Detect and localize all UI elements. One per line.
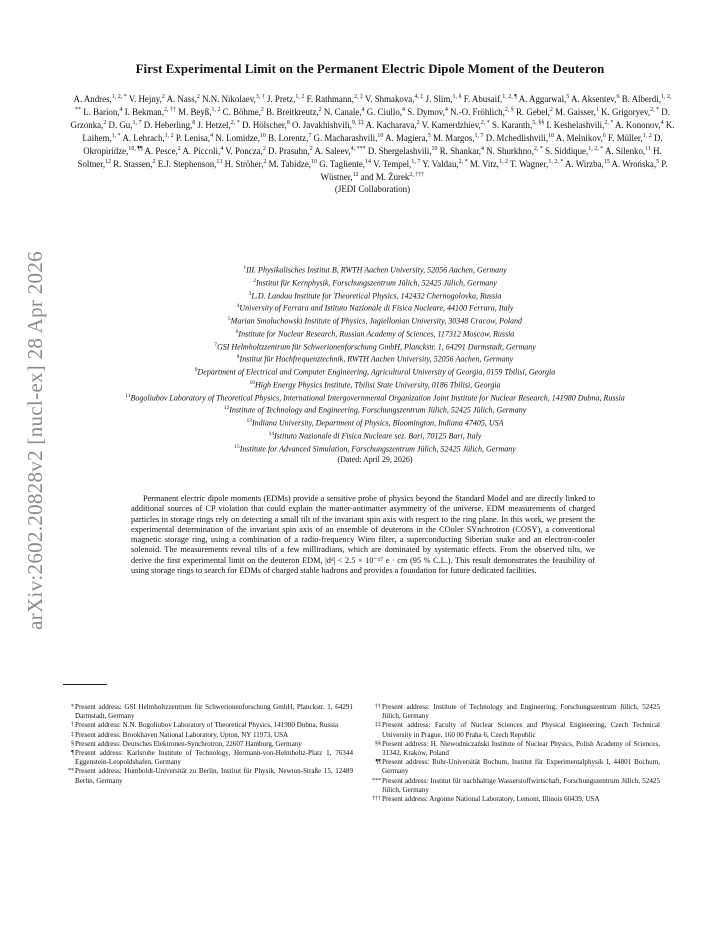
author-name: S. Siddique,: [542, 146, 589, 157]
dated-line: (Dated: April 29, 2026): [337, 455, 413, 465]
affiliation-item: [80, 429, 670, 442]
affiliation-text: Institute of Technology and Engineering, Forschungszentrum Jülich, 52425 Jülich, Germany: [229, 405, 527, 415]
author-name: J. Hetzel,: [195, 120, 231, 131]
affiliation-item: [80, 276, 670, 289]
affiliation-item: [80, 289, 670, 302]
author-affiliation-marks: 9, ‡‡: [351, 120, 364, 127]
footnote-mark: †††: [372, 796, 381, 803]
footnote-text: Present address: Institute of Technology and Engineering, Forschungszentrum Jülich, 52425 Jülich, Germany: [382, 703, 660, 721]
author-name: B. Alberdi,: [619, 93, 661, 104]
author-name: A. Lehrach,: [120, 133, 165, 144]
author-name: A. Andres,: [73, 93, 112, 104]
author-affiliation-marks: 2, *: [533, 146, 543, 153]
footnote: [370, 703, 660, 721]
footnote: [370, 721, 660, 739]
author-affiliation-marks: 1, 7: [132, 120, 142, 127]
affiliation-number: 4: [236, 303, 240, 310]
author-name: A. Wrońska,: [609, 159, 657, 170]
affiliation-number: 9: [194, 367, 198, 373]
author-affiliation-marks: 4: [402, 107, 406, 114]
affiliation-list: [80, 263, 670, 465]
affiliation-number: 13: [246, 418, 252, 424]
author-name: B. Breitkreutz,: [263, 107, 319, 118]
author-name: A. Nass,: [164, 93, 197, 104]
author-affiliation-marks: 2: [260, 107, 264, 114]
author-affiliation-marks: 10: [548, 133, 555, 140]
author-name: P. Wüstner,: [320, 159, 668, 183]
author-affiliation-marks: 2, ‡: [353, 94, 363, 100]
affiliation-text: L.D. Landau Institute for Theoretical Physics, 142432 Chernogolovka, Russia: [251, 291, 502, 301]
author-name: M. Gaisser,: [552, 107, 596, 118]
author-name: M. Vitz,: [467, 159, 499, 170]
footnotes-right-column: [370, 703, 660, 804]
author-name: Y. Valdau,: [420, 159, 459, 170]
author-name: C. Böhme,: [220, 107, 261, 118]
author-affiliation-marks: 15: [603, 159, 610, 166]
author-name: E.J. Stephenson,: [155, 159, 217, 170]
footnote-mark: §§: [375, 740, 381, 747]
collaboration-name: (JEDI Collaboration): [334, 184, 411, 195]
affiliation-item: [80, 378, 670, 391]
arxiv-identifier: arXiv:2602.20828v2 [nucl-ex] 28 Apr 2026: [22, 250, 47, 630]
author-affiliation-marks: 1, 2, ¶: [502, 94, 517, 100]
author-affiliation-marks: 4: [119, 107, 123, 114]
author-name: I. Bekman,: [122, 107, 164, 118]
author-name: N.N. Nikolaev,: [199, 93, 256, 104]
author-affiliation-marks: 1, §: [452, 94, 462, 100]
footnote-text: Present address: Faculty of Nuclear Sciences and Physical Engineering, Czech Technical University in Prague, 160 00 Praha 6, Czech Republic: [382, 721, 660, 739]
affiliation-text: University of Ferrara and Istituto Nazionale di Fisica Nucleare, 44100 Ferrara, Italy: [239, 303, 514, 313]
author-list: [70, 92, 675, 196]
affiliation-text: Department of Electrical and Computer Engineering, Agricultural University of Georgia, 0159 Tbilisi, Georgia: [197, 367, 556, 377]
footnote-mark: ¶¶: [375, 759, 381, 766]
affiliation-item: [80, 327, 670, 340]
author-affiliation-marks: 10: [311, 159, 317, 166]
footnote: [63, 749, 353, 767]
author-name: N. Lomidze,: [213, 133, 260, 144]
affiliation-item: [80, 301, 670, 314]
author-affiliation-marks: 1, 2, *: [111, 94, 127, 100]
affiliation-number: 6: [235, 328, 239, 335]
author-affiliation-marks: 13: [216, 159, 223, 166]
affiliation-text: Institute for Advanced Simulation, Forschungszentrum Jülich, 52425 Jülich, Germany: [239, 444, 516, 454]
affiliation-item: [80, 391, 670, 404]
affiliation-number: 12: [223, 405, 230, 412]
affiliation-item: [80, 416, 670, 429]
footnote-mark: ††: [375, 704, 381, 710]
footnote: [63, 703, 353, 721]
author-affiliation-marks: 3, †: [255, 94, 265, 100]
author-affiliation-marks: 11: [645, 146, 651, 153]
author-affiliation-marks: 4: [210, 133, 214, 140]
author-affiliation-marks: 2, *: [604, 120, 614, 127]
affiliation-text: Indiana University, Department of Physics, Bloomington, Indiana 47405, USA: [251, 418, 504, 428]
affiliation-text: III. Physikalisches Institut B, RWTH Aachen University, 52056 Aachen, Germany: [246, 265, 507, 275]
affiliation-item: [80, 340, 670, 353]
author-affiliation-marks: 4, ***: [350, 146, 366, 153]
author-name: D. Okropiridze,: [83, 133, 663, 157]
author-affiliation-marks: 5: [427, 133, 431, 140]
author-name: D. Grzonka,: [70, 107, 670, 131]
author-affiliation-marks: 4: [220, 146, 224, 153]
author-name: G. Tagliente,: [317, 159, 366, 170]
author-affiliation-marks: 1, 7: [411, 159, 421, 166]
affiliation-text: Istituto Nazionale di Fisica Nucleare sez. Bari, 70125 Bari, Italy: [274, 431, 482, 441]
footnote-text: Present address: H. Niewodniczański Institute of Nuclear Physics, Polish Academy of Sciences, 31342, Kraków, Poland: [382, 739, 660, 758]
author-affiliation-marks: 1, 7: [474, 133, 484, 140]
author-affiliation-marks: 1, 2, **: [75, 94, 672, 114]
footnote-mark: ***: [372, 777, 381, 784]
author-affiliation-marks: 10, ¶¶: [128, 146, 143, 153]
footnote-rule-left: [63, 684, 107, 685]
author-affiliation-marks: 2: [318, 107, 322, 114]
author-affiliation-marks: 10: [431, 146, 438, 153]
author-affiliation-marks: 2: [196, 94, 200, 100]
author-affiliation-marks: 1, 2, *: [548, 159, 564, 166]
affiliation-text: Marian Smoluchowski Institute of Physics, Jagiellonian University, 30348 Cracow, Poland: [230, 316, 523, 326]
author-name: K. Laihem,: [82, 120, 675, 144]
author-name: T. Wagner,: [507, 159, 549, 170]
author-name: V. Tempel,: [371, 159, 412, 170]
footnote-mark: §: [71, 740, 74, 747]
affiliation-item: [80, 352, 670, 365]
author-name: D. Gu,: [106, 120, 133, 131]
author-name: A. Kacharava,: [363, 120, 417, 131]
author-affiliation-marks: 2: [309, 146, 313, 153]
author-name: A. Magiera,: [383, 133, 428, 144]
author-name: R. Stassen,: [111, 159, 153, 170]
author-name: G. Macharashvili,: [311, 133, 378, 144]
author-name: D. Heberling,: [141, 120, 193, 131]
author-name: N. Canale,: [321, 107, 362, 118]
author-affiliation-marks: 2: [262, 146, 266, 153]
author-affiliation-marks: 2, ††: [163, 107, 176, 114]
affiliation-item: [80, 403, 670, 416]
author-name: A. Wirzba,: [563, 159, 604, 170]
author-affiliation-marks: 2: [263, 159, 267, 166]
author-affiliation-marks: 1, 2: [211, 107, 221, 114]
author-name: S. Dymov,: [405, 107, 445, 118]
affiliation-text: Institut für Hochfrequenztechnik, RWTH Aachen University, 52056 Aachen, Germany: [239, 354, 514, 364]
author-name: K. Grigoryev,: [598, 107, 651, 118]
author-affiliation-marks: 10: [377, 133, 384, 140]
affiliation-number: 14: [268, 430, 275, 437]
author-affiliation-marks: 2: [177, 146, 181, 153]
footnote-text: Present address: Brookhaven National Laboratory, Upton, NY 11973, USA: [75, 730, 289, 739]
author-name: A. Piccoli,: [180, 146, 221, 157]
footnote-text: Present address: Ruhr-Universität Bochum, Institut für Experimentalphysik I, 44801 Bochum, Germany: [382, 758, 660, 776]
author-affiliation-marks: 8: [192, 120, 196, 127]
footnote-text: Present address: GSI Helmholtzzentrum für Schwerionenforschung GmbH, Planckstr. 1, 64291 Darmstadt, Germany: [75, 703, 353, 721]
author-affiliation-marks: 5: [566, 94, 570, 100]
footnote: [370, 758, 660, 776]
author-name: V. Kamerdzhiev,: [419, 120, 481, 131]
author-affiliation-marks: 2: [549, 107, 553, 114]
author-affiliation-marks: 12: [352, 172, 359, 179]
author-name: N. Shurkhno,: [484, 146, 534, 157]
author-affiliation-marks: 2: [416, 120, 420, 127]
author-name: H. Soltner,: [77, 146, 662, 170]
footnote: [370, 740, 660, 758]
author-name: B. Lorentz,: [265, 133, 309, 144]
author-affiliation-marks: 14: [365, 159, 372, 166]
affiliation-text: Bogoliubov Laboratory of Theoretical Physics, International Intergovernmental Organization Joint Institute for Nuclear Research, 141980 Dubna, Russia: [130, 393, 625, 403]
affiliation-item: [80, 263, 670, 276]
footnote: [370, 777, 660, 795]
affiliation-text: Institut für Kernphysik, Forschungszentrum Jülich, 52425 Jülich, Germany: [255, 278, 497, 288]
author-name: A. Silenko,: [603, 146, 646, 157]
author-name: J. Slim,: [423, 93, 453, 104]
author-name: I. Keshelashvili,: [544, 120, 605, 131]
author-name: A. Aggarwal,: [516, 93, 567, 104]
author-name: and M. Żurek: [358, 172, 410, 183]
affiliation-number: 5: [227, 316, 231, 322]
footnotes-left-column: [63, 703, 353, 786]
footnote-mark: ¶: [71, 750, 74, 757]
affiliation-items: [80, 263, 670, 454]
footnote: [63, 740, 353, 749]
affiliation-number: 11: [125, 392, 131, 399]
author-affiliation-marks: 7: [308, 133, 312, 140]
author-affiliation-marks: 4: [481, 146, 485, 153]
affiliation-number: 7: [214, 341, 217, 348]
author-name: A. Pesce,: [142, 146, 178, 157]
author-affiliation-marks: 1, 2: [642, 133, 652, 140]
footnote-text: Present address: Karlsruhe Institute of Technology, Hermann-von-Helmholtz-Platz 1, 76344 Eggenstein-Leopoldshafen, Germany: [75, 749, 353, 767]
author-affiliation-marks: 10: [259, 133, 266, 140]
footnote-text: Present address: N.N. Bogoliubov Laboratory of Theoretical Physics, 141980 Dubna, Russia: [75, 721, 339, 730]
author-affiliation-marks: 2, §: [504, 107, 514, 114]
affiliation-item: [80, 314, 670, 327]
author-name: J. Pretz,: [264, 93, 296, 104]
abstract: Permanent electric dipole moments (EDMs) provide a sensitive probe of physics beyond the Standard Model and are directly linked to additional sources of CP violation that could explain the matter-antimatter asymmetry of the universe. EDM measurements of charged particles in storage rings rely on detecting a small tilt of the invariant spin axis with respect to the ring plane. In this work, we present the experimental determination of the invariant spin axis of an ensemble of deuterons in the COoler SYnchrotron (COSY), a conventional magnetic storage ring, using a combination of a radio-frequency Wien filter, a superconducting Siberian snake and an electron-cooler solenoid. The measurements reveal tilts of a few milliradians, which are dominated by systematic effects. From the observed tilts, we derive the first experimental limit on the deuteron EDM, |dᵈ| < 2.5 × 10⁻¹⁷ e · cm (95 % C.L.). This result demonstrates the feasibility of using storage rings to search for EDMs of charged stable hadrons and provides a foundation for future dedicated facilities.: [131, 494, 595, 575]
footnote-text: Present address: Argonne National Laboratory, Lemont, Illinois 60439, USA: [382, 795, 600, 804]
author-affiliation-marks: 1: [595, 107, 599, 114]
affiliation-item: [80, 442, 670, 455]
author-affiliation-marks: 6: [602, 133, 606, 140]
footnote-text: Present address: Deutsches Elektronen-Synchrotron, 22607 Hamburg, Germany: [75, 739, 302, 748]
author-affiliation-marks: 2, *: [230, 120, 240, 127]
author-name: R. Shankar,: [437, 146, 482, 157]
author-name: P. Lenisa,: [173, 133, 211, 144]
author-name: D. Shergelashvili,: [365, 146, 432, 157]
author-affiliation-marks: 2, †††: [409, 172, 425, 179]
footnote: [63, 721, 353, 730]
author-affiliation-marks: 5: [656, 159, 660, 166]
affiliation-number: 1: [243, 265, 247, 271]
footnote: [63, 731, 353, 740]
footnote-mark: ‡: [71, 731, 74, 738]
footnote-mark: *: [71, 704, 74, 710]
author-name: O. Javakhishvili,: [289, 120, 352, 131]
author-affiliation-marks: 1, 2: [295, 94, 305, 100]
affiliation-text: Institute for Nuclear Research, Russian Academy of Sciences, 117312 Moscow, Russia: [238, 329, 515, 339]
author-name: R. Gebel,: [513, 107, 550, 118]
author-name: D. Mchedlishvili,: [483, 133, 549, 144]
author-affiliation-marks: 1, 2: [498, 159, 508, 166]
author-name: N.-O. Fröhlich,: [447, 107, 505, 118]
author-affiliation-marks: 2, *: [650, 107, 660, 114]
author-name: D. Hölscher,: [239, 120, 287, 131]
author-affiliation-marks: 2, *: [480, 120, 490, 127]
paper-title: First Experimental Limit on the Permanent Electric Dipole Moment of the Deuteron: [135, 62, 605, 76]
author-affiliation-marks: 4: [444, 107, 448, 114]
author-affiliation-marks: 6: [616, 94, 620, 100]
author-affiliation-marks: 1, 2: [164, 133, 174, 140]
footnote-mark: †: [71, 722, 74, 729]
author-name: G. Ciullo,: [364, 107, 403, 118]
affiliation-number: 8: [236, 354, 240, 361]
author-affiliation-marks: 4: [660, 120, 664, 127]
affiliation-number: 3: [248, 290, 252, 297]
author-affiliation-marks: 4, ‡: [414, 94, 424, 100]
author-name: F. Abusaif,: [461, 93, 503, 104]
author-affiliation-marks: 8: [286, 120, 290, 127]
footnote: [370, 795, 660, 804]
affiliation-item: [80, 365, 670, 378]
author-name: A. Melnikov,: [554, 133, 603, 144]
author-name: M. Beyß,: [175, 107, 212, 118]
author-name: A. Aksentev,: [569, 93, 617, 104]
author-name: V. Shmakova,: [362, 93, 415, 104]
arxiv-sidebar: [22, 230, 48, 650]
author-affiliation-marks: 2: [161, 94, 165, 100]
footnote-mark: **: [68, 768, 74, 775]
footnote-text: Present address: Humboldt-Universität zu Berlin, Institut für Physik, Newton-Straße 15, 12489 Berlin, Germany: [75, 767, 353, 785]
author-name: F. Rathmann,: [304, 93, 354, 104]
affiliation-number: 15: [234, 443, 240, 450]
author-affiliation-marks: 4: [361, 107, 365, 114]
author-affiliation-marks: 2: [103, 120, 107, 127]
footnote: [63, 767, 353, 785]
author-affiliation-marks: 1, *: [111, 133, 121, 140]
author-affiliation-marks: 12: [105, 159, 112, 166]
author-names: [71, 94, 675, 182]
affiliation-text: GSI Helmholtzzentrum für Schwerionenforschung GmbH, Planckstr. 1, 64291 Darmstadt, Germany: [216, 342, 536, 352]
affiliation-text: High Energy Physics Institute, Tbilisi State University, 0186 Tbilisi, Georgia: [254, 380, 501, 390]
footnote-text: Present address: Institut für nachhaltige Wasserstoffwirtschaft, Forschungszentrum Jülich, 52425 Jülich, Germany: [382, 776, 660, 794]
author-affiliation-marks: 2, *: [458, 159, 468, 166]
author-name: F. Müller,: [605, 133, 643, 144]
author-name: V. Poncza,: [223, 146, 263, 157]
author-name: M. Tabidze,: [266, 159, 311, 170]
author-affiliation-marks: 5, §§: [532, 120, 545, 127]
affiliation-number: 2: [253, 277, 256, 284]
author-name: S. Karanth,: [489, 120, 533, 131]
author-affiliation-marks: 1, 2, *: [588, 146, 604, 153]
author-affiliation-marks: 2: [152, 159, 156, 166]
affiliation-number: 10: [249, 379, 255, 386]
author-name: L. Barion,: [81, 107, 120, 118]
author-name: M. Margos,: [430, 133, 475, 144]
footnote-mark: ‡‡: [375, 722, 381, 729]
author-name: V. Hejny,: [126, 93, 162, 104]
author-name: H. Ströher,: [222, 159, 264, 170]
author-name: D. Prasuhn,: [265, 146, 310, 157]
author-name: A. Kononov,: [613, 120, 661, 131]
author-name: A. Saleev,: [312, 146, 351, 157]
